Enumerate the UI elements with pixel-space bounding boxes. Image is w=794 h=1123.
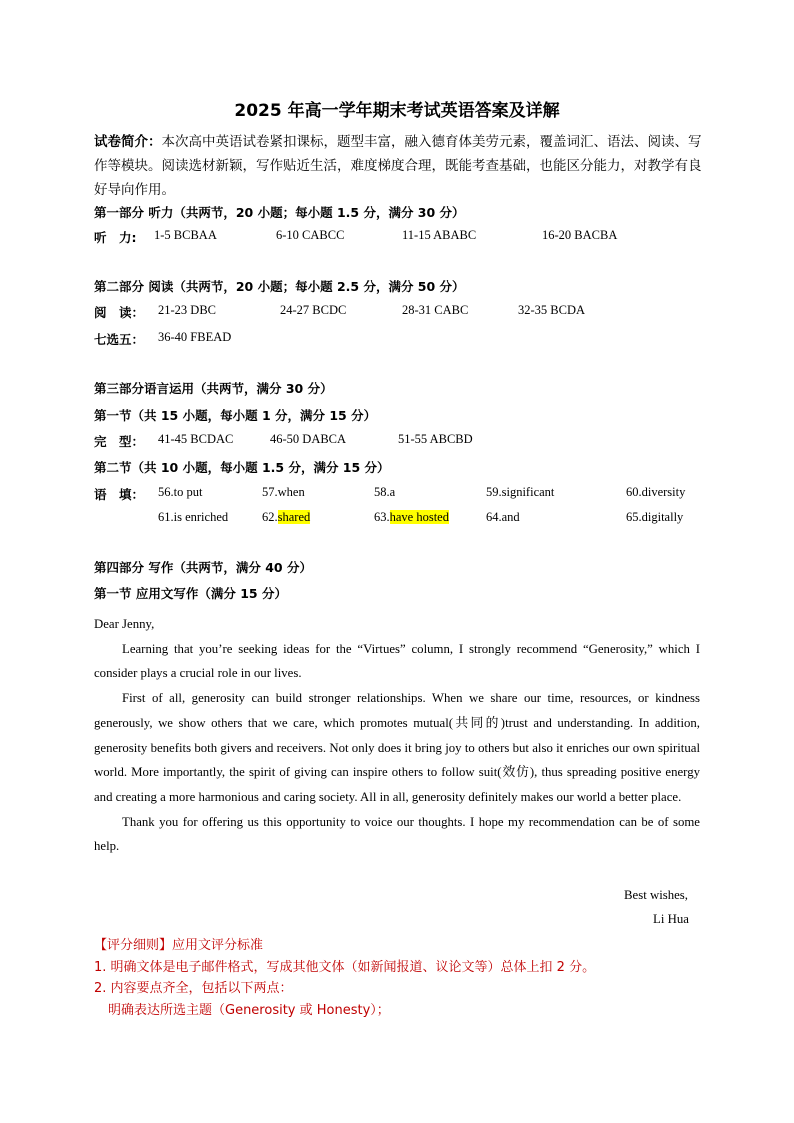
part1-answer-2: 6-10 CABCC — [276, 228, 345, 242]
highlighted-answer: shared — [277, 510, 311, 524]
essay-closing: Best wishes, — [624, 888, 688, 902]
rubric-item: 2. 内容要点齐全，包括以下两点： — [94, 981, 293, 996]
grammar-item: 57.when — [262, 485, 305, 499]
intro-text: 本次高中英语试卷紧扣课标，题型丰富，融入德育体美劳元素，覆盖词汇、语法、阅读、写作等模块。阅读选材新颖，写作贴近生活，难度梯度合理，既能考查基础，也能区分能力，对教学有良好导向作用。 — [94, 134, 702, 198]
grammar-item: 60.diversity — [626, 485, 686, 499]
essay-paragraph: Thank you for offering us this opportunity to voice our thoughts. I hope my recommendation can be of some help. — [94, 814, 700, 854]
grammar-item: 65.digitally — [626, 510, 684, 524]
part1-label: 听 力: — [94, 230, 137, 245]
part3-answer-1: 41-45 BCDAC — [158, 432, 234, 446]
part2-heading: 第二部分 阅读（共两节，20 小题；每小题 2.5 分，满分 50 分） — [94, 279, 465, 294]
part4-sec1-heading: 第一节 应用文写作（满分 15 分） — [94, 586, 287, 601]
part2-answer-5: 36-40 FBEAD — [158, 330, 232, 344]
essay-greeting: Dear Jenny, — [94, 617, 155, 631]
part1-answer-3: 11-15 ABABC — [402, 228, 477, 242]
grammar-item: 58.a — [374, 485, 396, 499]
part1-heading: 第一部分 听力（共两节，20 小题；每小题 1.5 分，满分 30 分） — [94, 205, 465, 220]
grammar-item: 59.significant — [486, 485, 555, 499]
grammar-item: 63.have hosted — [374, 510, 449, 524]
part2-answer-4: 32-35 BCDA — [518, 303, 586, 317]
part2-answer-3: 28-31 CABC — [402, 303, 469, 317]
rubric-heading: 【评分细则】应用文评分标准 — [94, 938, 264, 953]
grammar-item: 62.shared — [262, 510, 311, 524]
part3-sec2-heading: 第二节（共 10 小题，每小题 1.5 分，满分 15 分） — [94, 460, 390, 475]
part3-sec1-heading: 第一节（共 15 小题，每小题 1 分，满分 15 分） — [94, 408, 377, 423]
part2-label: 阅 读： — [94, 305, 145, 320]
part1-answer-4: 16-20 BACBA — [542, 228, 618, 242]
essay-signature: Li Hua — [653, 912, 689, 926]
essay-paragraph: Learning that you’re seeking ideas for the “Virtues” column, I strongly recommend “Generosity,” which I consider plays a crucial role in our lives. — [94, 641, 700, 681]
exam-intro — [94, 130, 704, 202]
essay-body — [94, 612, 700, 859]
part1-answer-1: 1-5 BCBAA — [154, 228, 217, 242]
highlighted-answer: have hosted — [389, 510, 449, 524]
part2-answer-1: 21-23 DBC — [158, 303, 216, 317]
part2-answer-2: 24-27 BCDC — [280, 303, 347, 317]
part3-answer-2: 46-50 DABCA — [270, 432, 347, 446]
grammar-item: 56.to put — [158, 485, 203, 499]
rubric-item: 明确表达所选主题（Generosity 或 Honesty）； — [108, 1003, 390, 1018]
grammar-item: 61.is enriched — [158, 510, 229, 524]
intro-label: 试卷简介： — [94, 134, 162, 150]
part3-heading: 第三部分语言运用（共两节，满分 30 分） — [94, 381, 333, 396]
part3-answer-3: 51-55 ABCBD — [398, 432, 473, 446]
part3-sec2-label: 语 填： — [94, 487, 145, 502]
essay-paragraph: First of all, generosity can build stronger relationships. When we share our time, resources, or kindness generously, we show others that we care, which promotes mutual(共同的)trust and understanding. In addition, generosity benefits both givers and receivers. Not only does it bring joy to others but also it enriches our own spiritual world. More importantly, the spirit of giving can inspire others to follow suit(效仿), thus spreading positive energy and creating a more harmonious and caring society. All in all, generosity definitely makes our world a better place. — [94, 691, 700, 804]
part3-sec1-label: 完 型： — [94, 434, 145, 449]
rubric-item: 1. 明确文体是电子邮件格式，写成其他文体（如新闻报道、议论文等）总体上扣 2 分。 — [94, 960, 596, 975]
page-title: 2025 年高一学年期末考试英语答案及详解 — [234, 101, 560, 121]
part2-label2: 七选五： — [94, 332, 145, 347]
part4-heading: 第四部分 写作（共两节，满分 40 分） — [94, 560, 312, 575]
grammar-item: 64.and — [486, 510, 520, 524]
